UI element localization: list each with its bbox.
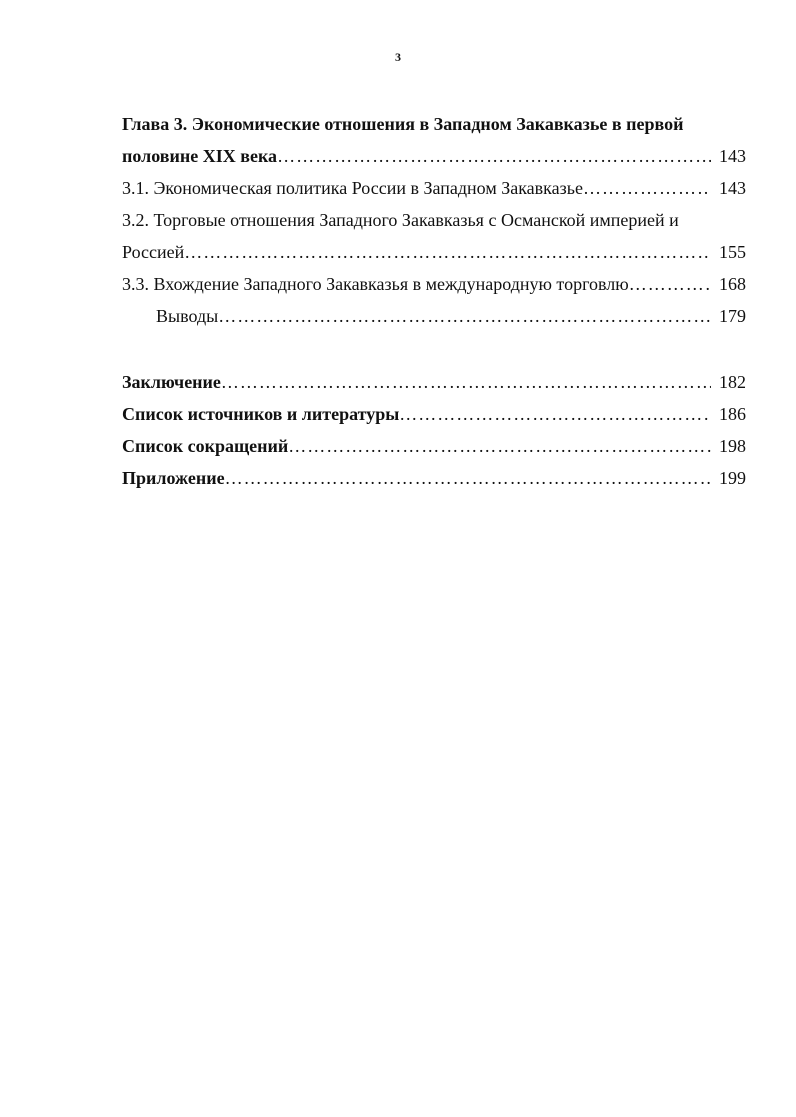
toc-section-title-continued: Россией	[122, 242, 185, 262]
toc-section-3-3	[122, 268, 746, 300]
toc-section-title: 3.1. Экономическая политика России в Западном Закавказье	[122, 178, 583, 198]
dot-leader	[184, 236, 711, 268]
toc-section-title: 3.2. Торговые отношения Западного Закавказья с Османской империей и	[122, 210, 679, 230]
dot-leader	[583, 172, 711, 204]
dot-leader	[221, 366, 711, 398]
toc-chapter-3-title-line1: Глава 3. Экономические отношения в Западном Закавказье в первой	[122, 114, 684, 134]
toc-page-number: 182	[719, 372, 746, 392]
toc-entry-title: Заключение	[122, 372, 221, 392]
toc-section-3-2	[122, 236, 746, 268]
toc-page-number: 199	[719, 468, 746, 488]
dot-leader	[225, 462, 711, 494]
table-of-contents	[122, 108, 746, 494]
toc-page-number: 179	[719, 306, 746, 326]
toc-appendix	[122, 462, 746, 494]
dot-leader	[399, 398, 711, 430]
dot-leader	[629, 268, 711, 300]
toc-page-number: 168	[719, 274, 746, 294]
toc-abbreviations	[122, 430, 746, 462]
toc-chapter-3-entry	[122, 140, 746, 172]
toc-page-number: 198	[719, 436, 746, 456]
toc-conclusions	[122, 300, 746, 332]
toc-page-number: 186	[719, 404, 746, 424]
toc-sources-literature	[122, 398, 746, 430]
page-number: 3	[395, 50, 401, 64]
toc-entry-title: Приложение	[122, 468, 225, 488]
toc-conclusion	[122, 366, 746, 398]
toc-page-number: 143	[719, 178, 746, 198]
toc-entry-title: Список сокращений	[122, 436, 289, 456]
toc-page-number: 143	[719, 146, 746, 166]
toc-section-3-1	[122, 172, 746, 204]
dot-leader	[288, 430, 711, 462]
toc-section-3-2-line1	[122, 204, 746, 236]
dot-leader	[218, 300, 711, 332]
toc-section-title: Выводы	[156, 306, 219, 326]
toc-chapter-3-title	[122, 108, 746, 140]
dot-leader	[277, 140, 711, 172]
toc-chapter-3-title-line2: половине XIX века	[122, 146, 278, 166]
toc-section-title: 3.3. Вхождение Западного Закавказья в международную торговлю	[122, 274, 629, 294]
toc-page-number: 155	[719, 242, 746, 262]
toc-entry-title: Список источников и литературы	[122, 404, 400, 424]
